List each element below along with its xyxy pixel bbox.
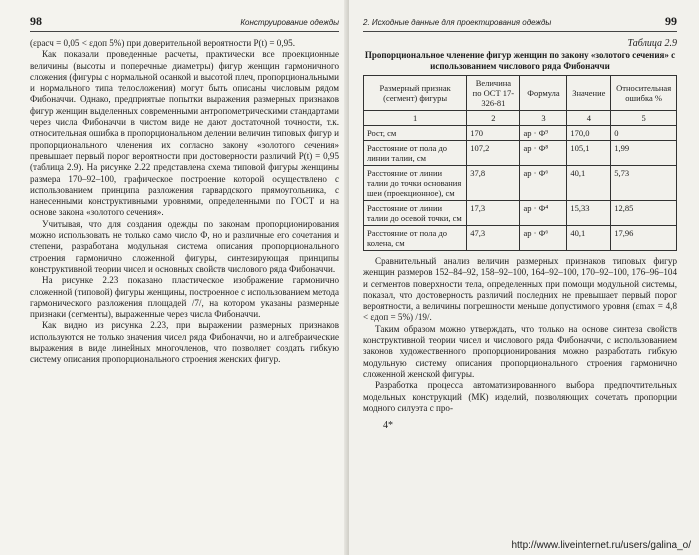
table-cell: 40,1 — [567, 166, 611, 201]
table-cell: 17,96 — [611, 226, 677, 251]
table-row — [364, 201, 677, 226]
header-value: Значение — [567, 76, 611, 111]
index-cell: 4 — [567, 111, 611, 126]
right-running-title: 2. Исходные данные для проектирования одежды — [363, 18, 552, 27]
table-cell: Расстояние от пола до колена, см — [364, 226, 467, 251]
table-cell: 15,33 — [567, 201, 611, 226]
table-cell: Расстояние от линии талии до осевой точки, см — [364, 201, 467, 226]
table-cell: 37,8 — [467, 166, 520, 201]
right-paragraph-3: Разработка процесса автоматизированного выбора предпочтительных модельных конструкций (МК) изделий, позволяющих сочетать пропорции модного силуэта с про- — [363, 380, 677, 413]
table-cell: 12,85 — [611, 201, 677, 226]
watermark-url: http://www.liveinternet.ru/users/galina_o/ — [511, 540, 691, 551]
right-paragraph-2: Таким образом можно утверждать, что только на основе синтеза свойств конструктивной теории чисел и числового ряда Фибоначчи, с использованием законов художественного пропорционирования можно разработать гибкую модульную систему описания пропорционального строения гармонично сложенной женской фигуры. — [363, 323, 677, 379]
table-caption: Таблица 2.9 — [627, 38, 677, 49]
right-page-header — [363, 14, 677, 32]
header-segment: Размерный признак (сегмент) фигуры — [364, 76, 467, 111]
table-cell: 105,1 — [567, 141, 611, 166]
index-cell: 2 — [467, 111, 520, 126]
index-cell: 3 — [520, 111, 567, 126]
left-paragraph-2: Как показали проведенные расчеты, практически все проекционные величины (высоты и поперечные диаметры) фигур женщин гармоничного сложения (фигуры с нормальной осанкой и высотой плеч, пропорциональными и нормального типа телосложения) могут быть описаны числовым рядом Фибоначчи. Однако, предприятые попытки выражения размерных признаков фигур женщин выделенных современными антропометрическими стандартами через числа Фибоначчи в чистом виде не дают достаточной точности, т.к. относительная ошибка в пропорциональном делении величин типовых фигур и пропорционального членения их согласно закону «золотого сечения» превышает первый порог вероятности при достоверности различий P(t) = 0,95 (таблица 2.9). На рисунке 2.22 представлена схема типовой фигуры женщины размера 170–92–100, графическое построение которой осуществлено с использованием принципа разложения гарвардского прямоугольника, с нанесенными конструктивными уровнями, определенными по ГОСТ и на основе закона «золотого сечения». — [30, 49, 339, 218]
table-cell: Расстояние от пола до линии талии, см — [364, 141, 467, 166]
table-cell: 0 — [611, 126, 677, 141]
table-row — [364, 226, 677, 251]
header-relative-error: Относительная ошибка % — [611, 76, 677, 111]
table-cell: Расстояние от линии талии до точки основания шеи (проекционное), см — [364, 166, 467, 201]
index-cell: 1 — [364, 111, 467, 126]
table-title: Пропорциональное членение фигур женщин по закону «золотого сечения» с использованием числового ряда Фибоначчи — [364, 50, 676, 71]
table-cell: aр · Ф⁶ — [520, 226, 567, 251]
table-row — [364, 141, 677, 166]
right-page — [349, 0, 699, 555]
left-page — [0, 0, 349, 555]
table-cell: 5,73 — [611, 166, 677, 201]
right-paragraph-1: Сравнительный анализ величин размерных признаков типовых фигур женщин размеров 152–84–92, 158–92–100, 164–92–100, 170–92–100, 176–96–104 и сегментов поверхности тела, определенных при помощи модульной системы, показал, что достоверность различий последних не превышает первый порог вероятности, а величины погрешности меньше допустимого уровня (εmax = 4,8 < εдоп = 5%) /19/. — [363, 256, 677, 323]
header-ost-value: Величина по ОСТ 17-326-81 — [467, 76, 520, 111]
left-page-header — [30, 14, 339, 32]
table-cell: 47,3 — [467, 226, 520, 251]
table-cell: aр · Ф⁹ — [520, 126, 567, 141]
table-index-row — [364, 111, 677, 126]
signature-mark: 4* — [383, 420, 393, 432]
left-paragraph-5: Как видно из рисунка 2.23, при выражении размерных признаков используются не только значения чисел ряда Фибоначчи, но и алгебраические выражения в виде линейных многочленов, что позволяет создать гибкую систему описания пропорционального строения женских фигур. — [30, 320, 339, 365]
index-cell: 5 — [611, 111, 677, 126]
table-row — [364, 126, 677, 141]
table-cell: 107,2 — [467, 141, 520, 166]
table-cell: 170,0 — [567, 126, 611, 141]
table-cell: 170 — [467, 126, 520, 141]
header-formula: Формула — [520, 76, 567, 111]
table-cell: 1,99 — [611, 141, 677, 166]
proportion-table — [363, 75, 677, 251]
table-header-row — [364, 76, 677, 111]
right-page-number: 99 — [665, 14, 677, 28]
table-cell: 40,1 — [567, 226, 611, 251]
left-paragraph-3: Учитывая, что для создания одежды по законам пропорционирования можно использовать не только само число Ф, но и различные его сочетания и степени, разработана модульная система описания пропорционального строения гармонично сложенной фигуры, синтезирующая принципы конструктивной теории чисел и основных свойств числового ряда Фибоначчи. — [30, 218, 339, 274]
table-cell: Рост, см — [364, 126, 467, 141]
table-cell: 17,3 — [467, 201, 520, 226]
table-cell: aр · Ф⁶ — [520, 166, 567, 201]
table-row — [364, 166, 677, 201]
left-running-title: Конструирование одежды — [240, 18, 339, 27]
left-paragraph-1: (εрасч = 0,05 < εдоп 5%) при доверительной вероятности P(t) = 0,95. — [30, 38, 295, 48]
left-paragraph-4: На рисунке 2.23 показано пластическое изображение гармонично сложенной (типовой) фигуры женщины, построенное с использованием метода гармонического разложения площадей /7/, на котором указаны размерные признаки (сегменты), выраженные через числа Фибоначчи. — [30, 275, 339, 320]
table-cell: aр · Ф⁸ — [520, 141, 567, 166]
table-cell: aр · Ф⁴ — [520, 201, 567, 226]
left-page-number: 98 — [30, 14, 42, 28]
